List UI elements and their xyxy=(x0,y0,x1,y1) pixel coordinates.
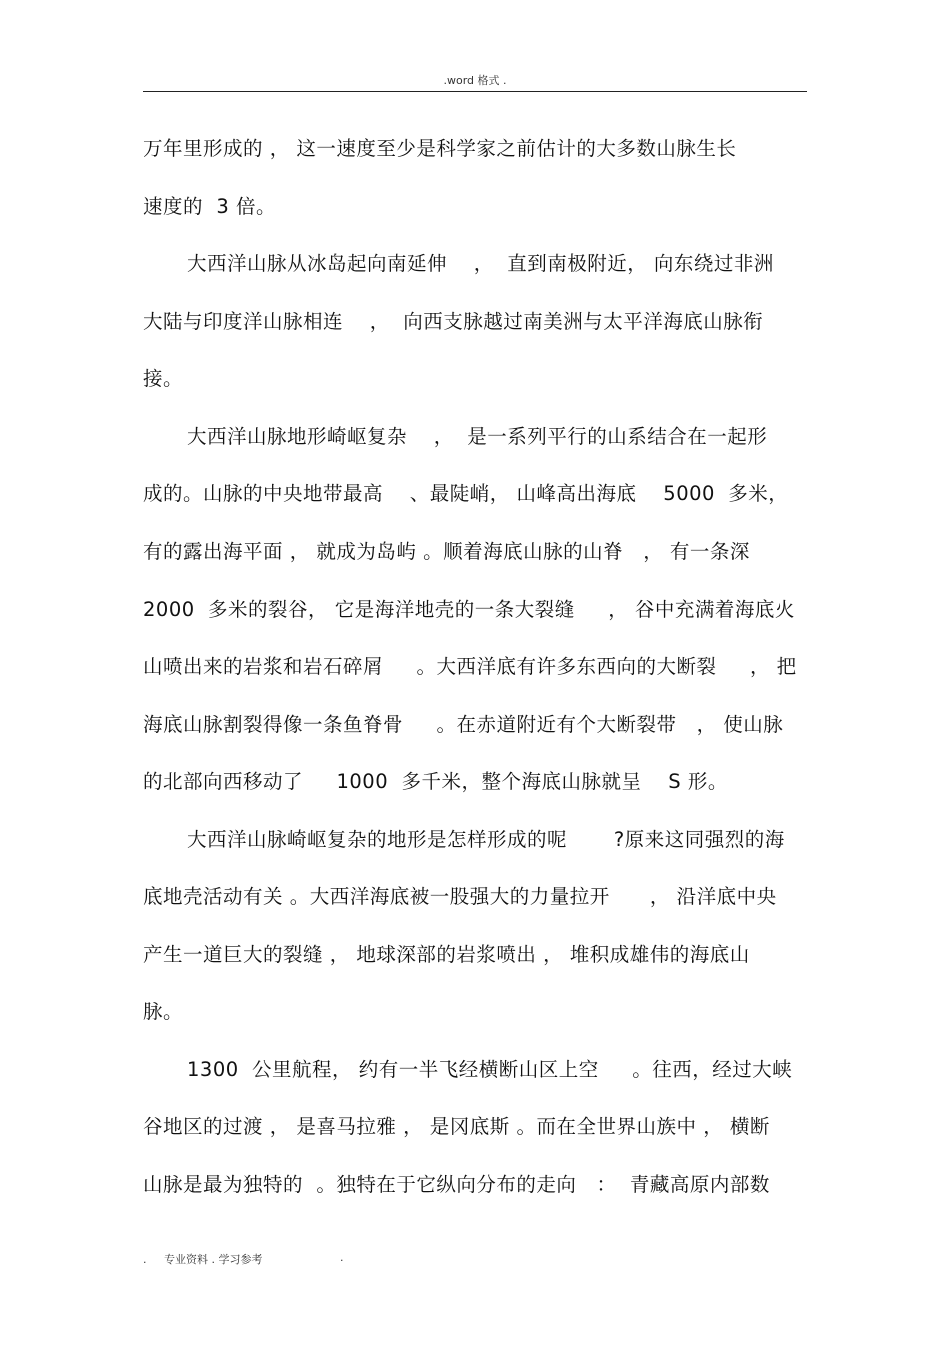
header-text: .word 格式 . xyxy=(443,74,507,87)
text-line: 大西洋山脉地形崎岖复杂 ， 是一系列平行的山系结合在一起形 xyxy=(187,425,768,448)
text-line: 底地壳活动有关 。大西洋海底被一股强大的力量拉开 ， 沿洋底中央 xyxy=(143,885,777,908)
text-line: 大西洋山脉从冰岛起向南延伸 ， 直到南极附近， 向东绕过非洲 xyxy=(187,252,774,275)
text-line: 有的露出海平面 ， 就成为岛屿 。顺着海底山脉的山脊 ， 有一条深 xyxy=(143,540,750,563)
text-line: 海底山脉割裂得像一条鱼脊骨 。在赤道附近有个大断裂带 ， 使山脉 xyxy=(143,713,784,736)
text-line: 万年里形成的 ， 这一速度至少是科学家之前估计的大多数山脉生长 xyxy=(143,137,737,160)
text-line: 大陆与印度洋山脉相连 ， 向西支脉越过南美洲与太平洋海底山脉衔 xyxy=(143,310,764,333)
text-line: 脉。 xyxy=(143,1000,184,1023)
header-divider xyxy=(143,91,807,92)
text-line: 产生一道巨大的裂缝 ， 地球深部的岩浆喷出 ， 堆积成雄伟的海底山 xyxy=(143,943,750,966)
text-line: 2000 多米的裂谷， 它是海洋地壳的一条大裂缝 ， 谷中充满着海底火 xyxy=(143,598,795,621)
footer-dot: . xyxy=(340,1251,344,1264)
text-line: 成的。山脉的中央地带最高 、最陡峭， 山峰高出海底 5000 多米， xyxy=(143,482,789,505)
text-line: 山脉是最为独特的 。独特在于它纵向分布的走向 ： 青藏高原内部数 xyxy=(143,1173,770,1196)
text-line: 接。 xyxy=(143,367,184,390)
text-line: 大西洋山脉崎岖复杂的地形是怎样形成的呢 ?原来这同强烈的海 xyxy=(187,828,785,851)
text-line: 的北部向西移动了 1000 多千米，整个海底山脉就呈 S 形。 xyxy=(143,770,728,793)
text-line: 1300 公里航程， 约有一半飞经横断山区上空 。往西，经过大峡 xyxy=(187,1058,793,1081)
text-line: 山喷出来的岩浆和岩石碎屑 。大西洋底有许多东西向的大断裂 ， 把 xyxy=(143,655,797,678)
footer-text: . 专业资料 . 学习参考 xyxy=(143,1253,263,1266)
text-line: 谷地区的过渡 ， 是喜马拉雅 ， 是冈底斯 。而在全世界山族中 ， 横断 xyxy=(143,1115,770,1138)
text-line: 速度的 3 倍。 xyxy=(143,195,277,218)
